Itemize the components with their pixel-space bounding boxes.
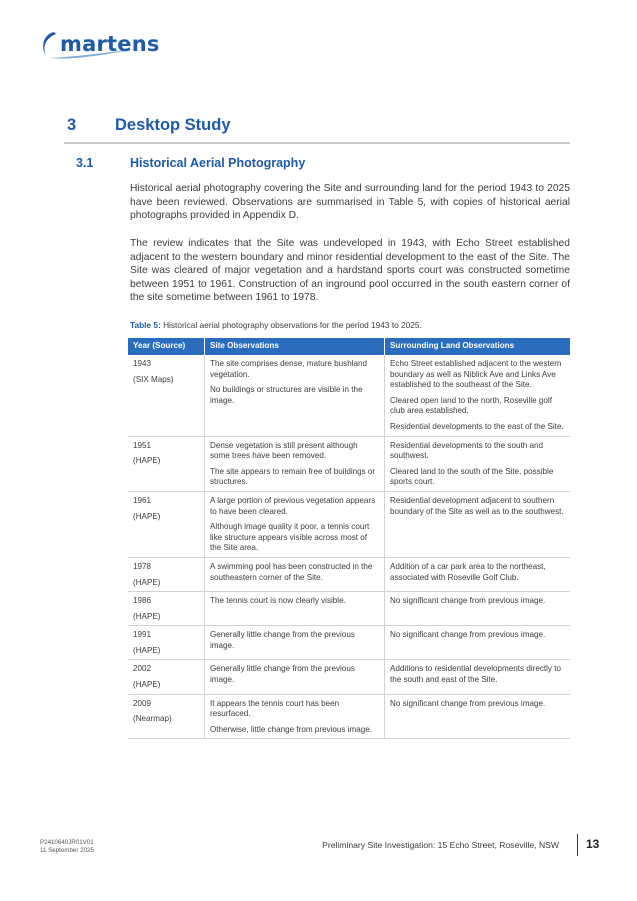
year-value: 1961 — [133, 495, 152, 505]
cell-site-observations — [205, 557, 385, 591]
table-caption-text: Historical aerial photography observations for the period 1943 to 2025. — [163, 320, 422, 330]
paragraph-intro: Historical aerial photography covering the Site and surrounding land for the period 1943 to 2025 have been reviewed. Observations are summarised in Table 5, with copies of historical aerial photographs provided in Appendix D. — [130, 183, 570, 222]
table-caption — [130, 320, 422, 330]
table-row — [128, 592, 570, 626]
table-row — [128, 660, 570, 694]
site-observation-text: A large portion of previous vegetation appears to have been cleared. — [210, 495, 376, 516]
site-observation-text: Generally little change from the previous image. — [210, 630, 355, 650]
cell-site-observations — [205, 694, 385, 739]
table-caption-label: Table 5: — [130, 320, 161, 330]
source-value: (HAPE) — [133, 645, 161, 655]
surrounding-observation-text: Residential development adjacent to southern boundary of the Site as well as to the southwest. — [390, 495, 564, 516]
footer-divider — [577, 834, 578, 856]
site-observation-text: The site comprises dense, mature bushland vegetation. — [210, 359, 368, 379]
cell-year-source — [128, 491, 205, 557]
subsection-number: 3.1 — [76, 156, 94, 170]
site-observation-text: The tennis court is now clearly visible. — [210, 596, 346, 606]
year-value: 2009 — [133, 698, 152, 708]
section-number: 3 — [67, 116, 77, 134]
page-number: 13 — [586, 837, 600, 851]
surrounding-observation-text: No significant change from previous image. — [390, 698, 546, 708]
column-header-site: Site Observations — [205, 338, 385, 355]
cell-year-source — [128, 436, 205, 491]
source-value: (HAPE) — [133, 456, 161, 466]
source-value: (SIX Maps) — [133, 374, 174, 384]
column-header-surrounding: Surrounding Land Observations — [385, 338, 571, 355]
footer-date: 11 September 2025 — [40, 847, 94, 854]
cell-site-observations — [205, 436, 385, 491]
column-header-year: Year (Source) — [128, 338, 205, 355]
source-value: (Nearmap) — [133, 714, 172, 724]
cell-surrounding-observations — [385, 694, 571, 739]
observations-table — [128, 338, 570, 739]
footer-ref-number: P2410640JR01V01 — [40, 839, 94, 846]
cell-surrounding-observations — [385, 355, 571, 436]
table-row — [128, 491, 570, 557]
cell-surrounding-observations — [385, 626, 571, 660]
surrounding-observation-text: Echo Street established adjacent to the western boundary as well as Niblick Ave and Links Ave established to the southeast of the Site. — [390, 359, 562, 390]
site-observation-text: The site appears to remain free of buildings or structures. — [210, 466, 376, 487]
cell-site-observations — [205, 491, 385, 557]
surrounding-observation-text: Residential developments to the east of the Site. — [390, 421, 564, 431]
year-value: 1986 — [133, 596, 152, 606]
site-observation-text: Generally little change from the previous image. — [210, 664, 355, 685]
year-value: 1951 — [133, 440, 152, 450]
martens-logo — [40, 26, 160, 66]
year-value: 1978 — [133, 561, 152, 571]
cell-surrounding-observations — [385, 557, 571, 591]
surrounding-observation-text: No significant change from previous image. — [390, 630, 546, 640]
site-observation-text: Dense vegetation is still present although some trees have been removed. — [210, 440, 358, 461]
cell-site-observations — [205, 626, 385, 660]
year-value: 1991 — [133, 630, 152, 640]
section-title: Desktop Study — [115, 116, 231, 134]
cell-year-source — [128, 557, 205, 591]
source-value: (HAPE) — [133, 680, 161, 690]
cell-surrounding-observations — [385, 660, 571, 694]
table-header-row — [128, 338, 570, 355]
source-value: (HAPE) — [133, 577, 161, 587]
cell-site-observations — [205, 660, 385, 694]
cell-year-source — [128, 355, 205, 436]
footer-document-title: Preliminary Site Investigation: 15 Echo Street, Roseville, NSW — [322, 840, 559, 850]
cell-year-source — [128, 660, 205, 694]
cell-surrounding-observations — [385, 491, 571, 557]
footer-reference — [40, 839, 94, 855]
cell-surrounding-observations — [385, 436, 571, 491]
site-observation-text: A swimming pool has been constructed in the southeastern corner of the Site. — [210, 561, 373, 582]
site-observation-text: Although image quality it poor, a tennis court like structure appears visible across most of the Site area. — [210, 522, 370, 553]
surrounding-observation-text: Additions to residential developments directly to the south and east of the Site. — [390, 664, 561, 685]
table-row — [128, 557, 570, 591]
surrounding-observation-text: Cleared open land to the north, Roseville golf club area established. — [390, 395, 552, 416]
surrounding-observation-text: Addition of a car park area to the northeast, associated with Roseville Golf Club. — [390, 561, 546, 582]
year-value: 1943 — [133, 359, 152, 368]
site-observation-text: It appears the tennis court has been resurfaced. — [210, 698, 340, 719]
cell-site-observations — [205, 592, 385, 626]
table-row — [128, 694, 570, 739]
surrounding-observation-text: No significant change from previous image. — [390, 596, 546, 606]
cell-surrounding-observations — [385, 592, 571, 626]
surrounding-observation-text: Residential developments to the south and southwest. — [390, 440, 543, 461]
cell-site-observations — [205, 355, 385, 436]
section-heading — [64, 116, 570, 144]
site-observation-text: Otherwise, little change from previous image. — [210, 724, 372, 734]
subsection-title: Historical Aerial Photography — [130, 156, 306, 170]
site-observation-text: No buildings or structures are visible in the image. — [210, 385, 363, 405]
cell-year-source — [128, 694, 205, 739]
year-value: 2002 — [133, 664, 152, 674]
surrounding-observation-text: Cleared land to the south of the Site, possible sports court. — [390, 466, 554, 487]
table-row — [128, 626, 570, 660]
table-body — [128, 355, 570, 739]
table-row — [128, 355, 570, 436]
logo-text: martens — [60, 32, 160, 56]
source-value: (HAPE) — [133, 611, 161, 621]
paragraph-review: The review indicates that the Site was undeveloped in 1943, with Echo Street established adjacent to the western boundary and minor residential development to the east of the Site. The Site was cleared of major vegetation and a hardstand sports court was constructed sometime between 1951 to 1961. Construction of an inground pool occurred in the south eastern corner of the site sometime between 1961 to 1978. — [130, 238, 570, 304]
table-row — [128, 436, 570, 491]
source-value: (HAPE) — [133, 511, 161, 521]
cell-year-source — [128, 592, 205, 626]
cell-year-source — [128, 626, 205, 660]
